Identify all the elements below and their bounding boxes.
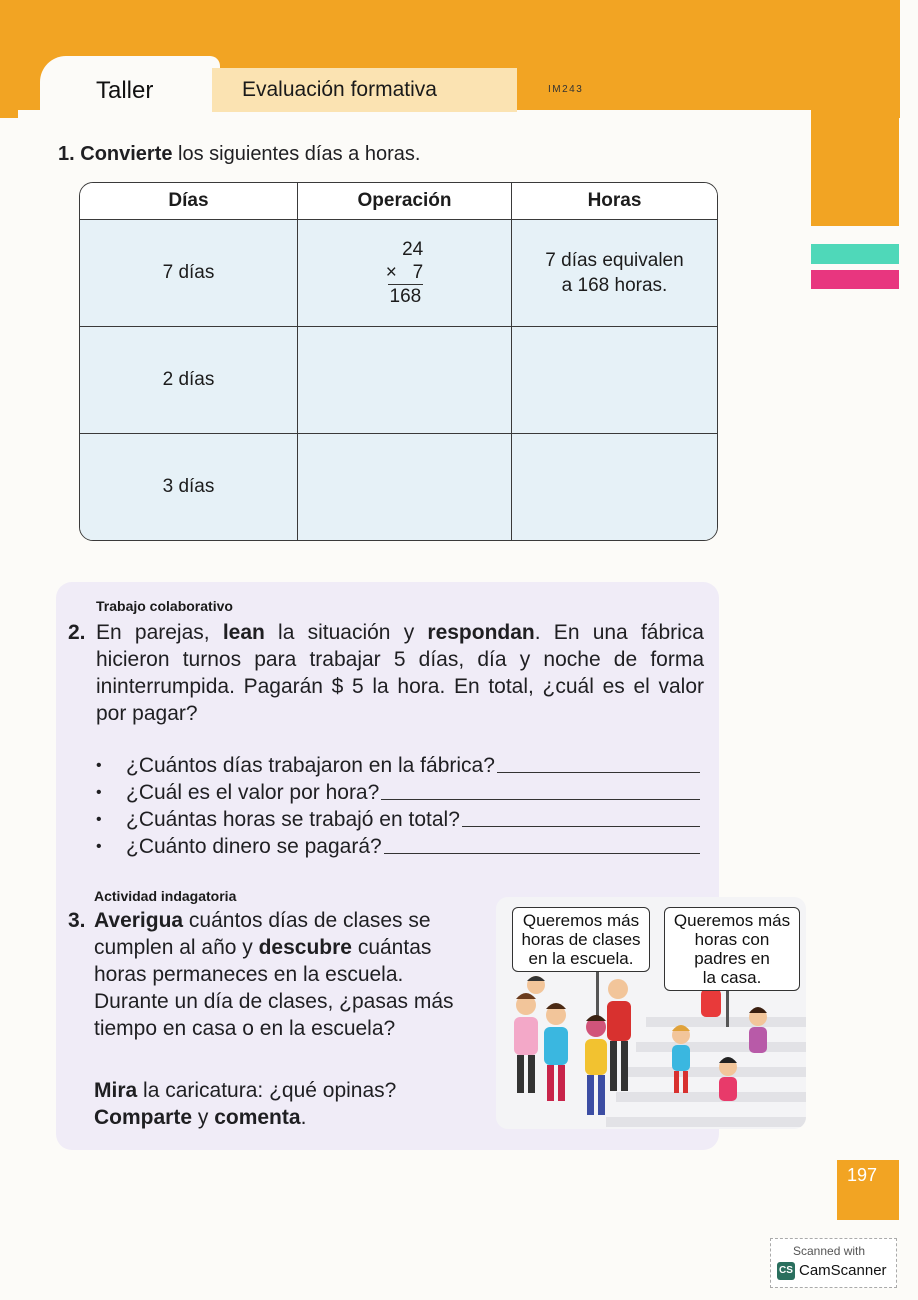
- actividad-indagatoria-label: Actividad indagatoria: [94, 888, 237, 904]
- q3-text-part: la caricatura: ¿qué opinas?: [137, 1079, 397, 1102]
- question-2-bullets: [96, 752, 700, 860]
- watermark-line-2: CamScanner: [799, 1262, 887, 1279]
- cell-horas: [512, 220, 717, 327]
- bubble-line: padres en: [694, 949, 770, 968]
- answer-line[interactable]: [384, 853, 700, 854]
- question-3-number: 3.: [68, 909, 86, 932]
- bullet-icon: •: [96, 811, 102, 828]
- horas-line-1: 7 días equivalen: [545, 250, 684, 271]
- cell-dias: 7 días: [80, 220, 298, 327]
- page-number: 197: [847, 1165, 878, 1185]
- multiplication: [386, 238, 424, 308]
- cartoon-illustration: [496, 897, 806, 1129]
- horas-line-2: a 168 horas.: [561, 275, 668, 296]
- evaluation-band-label: Evaluación formativa: [242, 78, 437, 101]
- q3-verb-mira: Mira: [94, 1079, 138, 1102]
- q3-verb-averigua: Averigua: [94, 909, 184, 932]
- bullet-text: ¿Cuál es el valor por hora?: [126, 781, 380, 804]
- speech-bubble-school: [512, 907, 650, 972]
- bubble-line: Queremos más: [522, 911, 640, 930]
- bubble-line: Queremos más: [673, 911, 791, 930]
- bullet-text: ¿Cuántas horas se trabajó en total?: [126, 808, 460, 831]
- cell-horas-blank[interactable]: [512, 327, 717, 434]
- product: 168: [389, 286, 422, 307]
- bubble-line: horas de clases: [521, 930, 641, 949]
- table-row: [80, 220, 717, 327]
- question-2-text: [96, 619, 704, 727]
- bullet-icon: •: [96, 757, 102, 774]
- speech-bubble-home: [664, 907, 800, 991]
- cell-dias: 2 días: [80, 327, 298, 434]
- bubble-line: horas con: [694, 930, 770, 949]
- q2-text-part: En parejas,: [96, 621, 223, 644]
- question-3-followup: [94, 1077, 494, 1131]
- question-1: [58, 143, 420, 166]
- bullet-text: ¿Cuántos días trabajaron en la fábrica?: [126, 754, 495, 777]
- question-2: [68, 619, 704, 727]
- answer-line[interactable]: [381, 799, 700, 800]
- bubble-line: la casa.: [702, 968, 762, 987]
- conversion-table: [79, 182, 718, 541]
- list-item: [96, 833, 700, 860]
- trabajo-colaborativo-label: Trabajo colaborativo: [96, 598, 233, 614]
- cell-horas-blank[interactable]: [512, 434, 717, 540]
- question-1-text: los siguientes días a horas.: [172, 143, 421, 165]
- camscanner-logo-icon: CS: [777, 1262, 795, 1280]
- q3-verb-comenta: comenta: [214, 1106, 301, 1129]
- table-row: [80, 434, 717, 540]
- q2-verb-lean: lean: [222, 621, 265, 644]
- cell-operacion: [298, 220, 512, 327]
- table-row: [80, 327, 717, 434]
- q3-text-part: .: [300, 1106, 307, 1129]
- bullet-icon: •: [96, 838, 102, 855]
- q2-verb-respondan: respondan: [427, 621, 535, 644]
- list-item: [96, 806, 700, 833]
- question-3-text: [94, 907, 476, 1042]
- q3-text-part: cuántos días de clases se cumplen al año y: [94, 909, 431, 959]
- multiplier: × 7: [385, 262, 424, 283]
- side-tab-teal: [811, 244, 899, 264]
- q3-verb-comparte: Comparte: [94, 1106, 193, 1129]
- q3-text-part: y: [192, 1106, 215, 1129]
- bullet-icon: •: [96, 784, 102, 801]
- header-horas: Horas: [512, 183, 717, 220]
- q2-text-part: la situación y: [264, 621, 428, 644]
- cell-operacion-blank[interactable]: [298, 327, 512, 434]
- table-header-row: [80, 183, 717, 220]
- side-tab-pink: [811, 270, 899, 289]
- header-operacion: Operación: [298, 183, 512, 220]
- q3-text-part: cuántas horas permaneces en la escuela. Durante un día de clases, ¿pasas más tiempo en casa o en la escuela?: [94, 936, 454, 1040]
- multiplicand: 24: [402, 239, 424, 260]
- page-number-tab: [837, 1160, 899, 1220]
- header-dias: Días: [80, 183, 298, 220]
- watermark-line-1: Scanned with: [793, 1244, 866, 1258]
- question-1-verb: Convierte: [80, 143, 173, 165]
- header-orange-side: [811, 0, 899, 226]
- camscanner-watermark: [770, 1238, 897, 1288]
- question-1-number: 1.: [58, 143, 75, 165]
- cell-dias: 3 días: [80, 434, 298, 540]
- cell-operacion-blank[interactable]: [298, 434, 512, 540]
- question-2-number: 2.: [68, 621, 86, 644]
- bullet-text: ¿Cuánto dinero se pagará?: [126, 835, 382, 858]
- bubble-line: en la escuela.: [528, 949, 634, 968]
- q3-verb-descubre: descubre: [258, 936, 352, 959]
- list-item: [96, 779, 700, 806]
- answer-line[interactable]: [497, 772, 700, 773]
- taller-tab-label: Taller: [96, 77, 154, 104]
- q2-text-part: . En una fábrica hicieron turnos para trabajar 5 días, día y noche de forma ininterrumpida. Pagarán $ 5 la hora. En total, ¿cuál es el valor por pagar?: [96, 621, 704, 725]
- curriculum-code: IM243: [548, 84, 584, 95]
- list-item: [96, 752, 700, 779]
- answer-line[interactable]: [462, 826, 700, 827]
- question-3: [68, 907, 476, 1042]
